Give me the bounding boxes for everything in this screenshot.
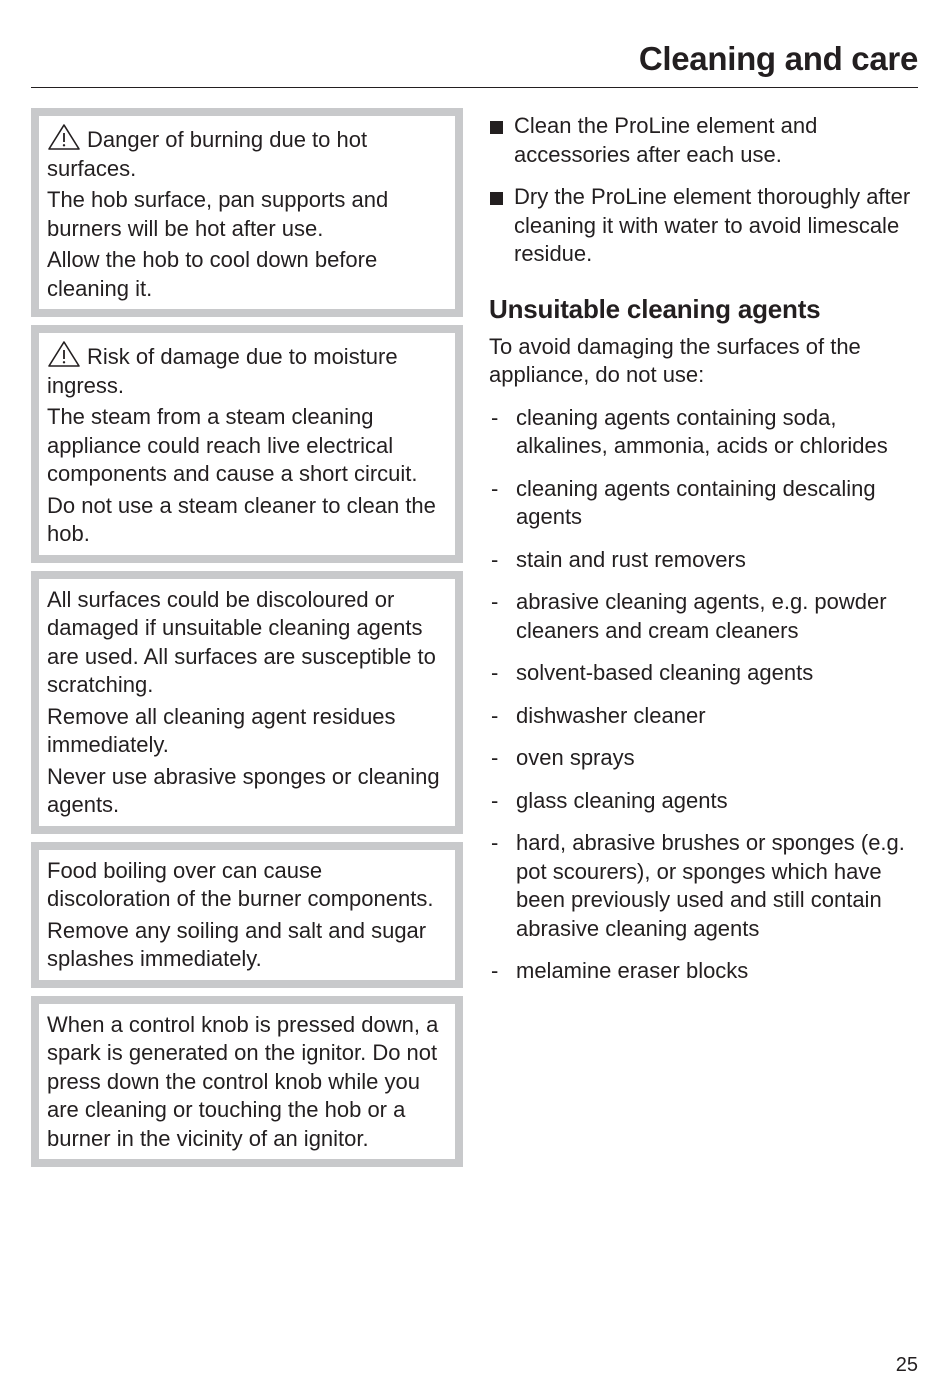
note-text: All surfaces could be discoloured or damaged if unsuitable cleaning agents are used. All surfaces are susceptible to scratching. — [47, 586, 436, 697]
section-heading: Unsuitable cleaning agents — [489, 293, 821, 324]
page-title: Cleaning and care — [638, 40, 918, 77]
note-text: Never use abrasive sponges or cleaning agents. — [47, 763, 440, 817]
warning-text: The hob surface, pan supports and burners will be hot after use. — [47, 187, 389, 241]
list-item: - glass cleaning agents — [491, 787, 728, 813]
instruction-list — [489, 112, 919, 269]
warning-text: Allow the hob to cool down before cleaning it. — [47, 247, 378, 301]
warning-text: The steam from a steam cleaning appliance could reach live electrical components and cause a short circuit. — [47, 404, 418, 486]
page-header — [31, 40, 918, 88]
warning-heading: Danger of burning due to hot surfaces. — [47, 123, 447, 183]
warning-triangle-icon — [47, 123, 81, 151]
list-item: - abrasive cleaning agents, e.g. powder cleaners and cream cleaners — [491, 589, 887, 643]
note-box-surfaces — [31, 571, 463, 834]
warning-text: Do not use a steam cleaner to clean the hob. — [47, 492, 436, 546]
list-item: - hard, abrasive brushes or sponges (e.g. pot scourers), or sponges which have been previously used and still contain abrasive cleaning agents — [491, 830, 905, 941]
note-text: Remove all cleaning agent residues immediately. — [47, 703, 396, 757]
bullet-square-icon — [490, 192, 503, 205]
note-text: Food boiling over can cause discoloration of the burner components. — [47, 857, 434, 911]
section-intro: To avoid damaging the surfaces of the appliance, do not use: — [489, 333, 861, 387]
warning-box-burning — [31, 108, 463, 317]
instruction-item: Dry the ProLine element thoroughly after cleaning it with water to avoid limescale residue. — [489, 183, 919, 269]
list-item: - dishwasher cleaner — [491, 702, 706, 728]
warning-triangle-icon — [47, 340, 81, 368]
instructions-column — [489, 112, 919, 1000]
bullet-square-icon — [490, 121, 503, 134]
list-item: - melamine eraser blocks — [491, 958, 749, 983]
list-item: - stain and rust removers — [491, 546, 746, 572]
warning-heading: Risk of damage due to moisture ingress. — [47, 340, 447, 400]
warnings-column — [31, 108, 463, 1175]
list-item: - cleaning agents containing soda, alkalines, ammonia, acids or chlorides — [491, 404, 888, 458]
page-number: 25 — [895, 1354, 918, 1374]
list-item: - cleaning agents containing descaling agents — [491, 475, 876, 529]
note-box-boiling-over — [31, 842, 463, 988]
unsuitable-agents-list — [489, 404, 919, 986]
note-text: When a control knob is pressed down, a spark is generated on the ignitor. Do not press down the control knob while you are cleaning or touching the hob or a burner in the vicinity of an ignitor. — [47, 1011, 439, 1151]
warning-box-moisture — [31, 325, 463, 563]
instruction-item: Clean the ProLine element and accessories after each use. — [489, 112, 919, 169]
list-item: - oven sprays — [491, 745, 635, 770]
note-text: Remove any soiling and salt and sugar splashes immediately. — [47, 917, 427, 971]
note-box-ignitor — [31, 996, 463, 1168]
list-item: - solvent-based cleaning agents — [491, 660, 814, 685]
